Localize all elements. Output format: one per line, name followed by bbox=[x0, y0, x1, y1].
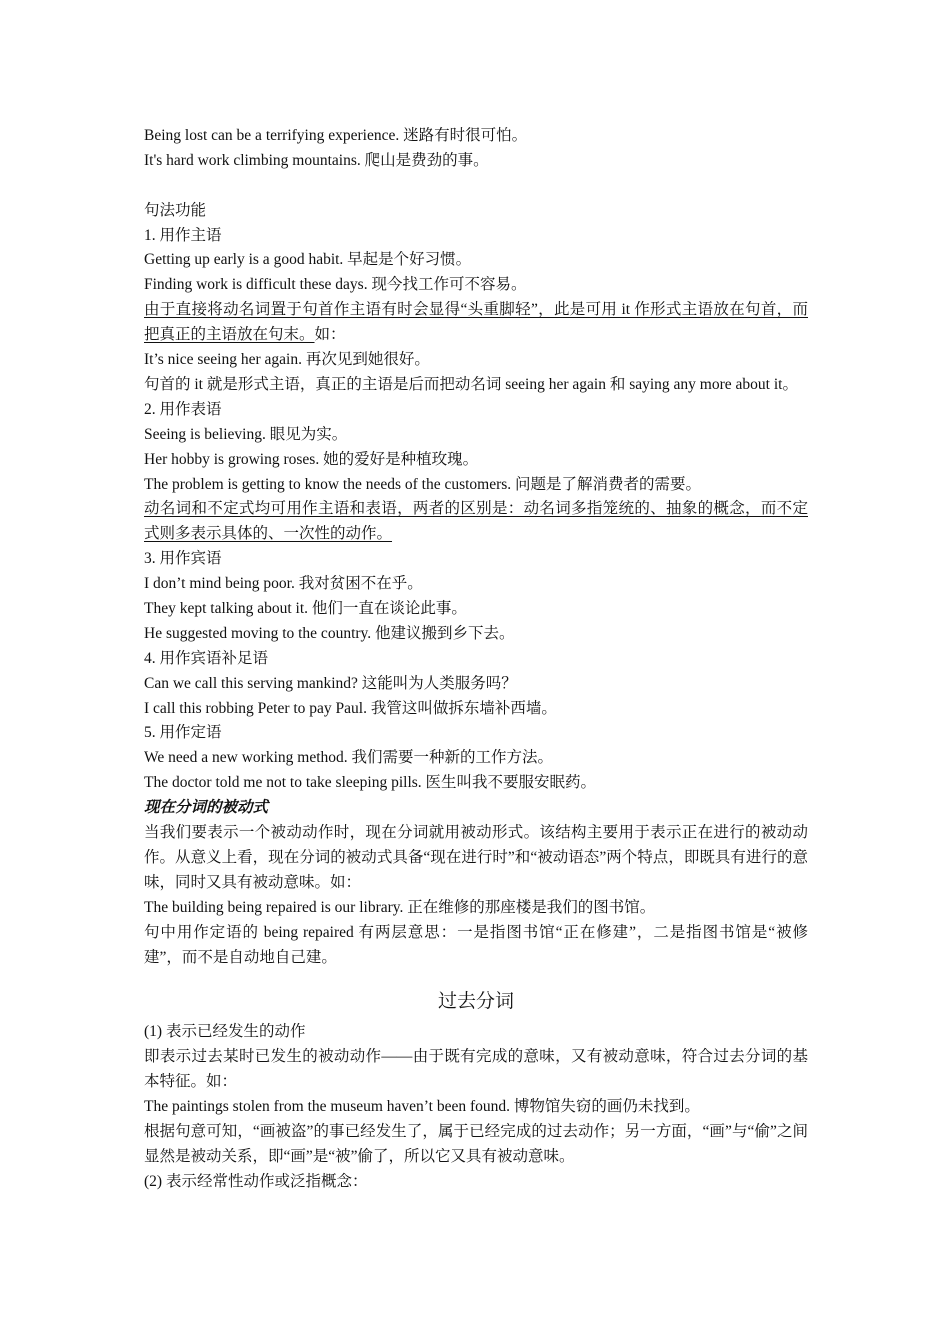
explanation-paragraph: 当我们要表示一个被动动作时，现在分词就用被动形式。该结构主要用于表示正在进行的被动动作。从意义上看，现在分词的被动式具备“现在进行时”和“被动语态”两个特点，即既具有进行的意味，同时又具有被动意味。如： bbox=[144, 824, 808, 891]
subsection-heading: (2) 表示经常性动作或泛指概念： bbox=[144, 1172, 368, 1190]
text-line: Being lost can be a terrifying experience. 迷路有时很可怕。 bbox=[144, 127, 528, 144]
example-sentence: The problem is getting to know the needs of the customers. 问题是了解消费者的需要。 bbox=[144, 475, 702, 493]
text-line: It's hard work climbing mountains. 爬山是费劲的事。 bbox=[144, 151, 489, 169]
example-sentence: They kept talking about it. 他们一直在谈论此事。 bbox=[144, 600, 467, 617]
explanation-paragraph: 句中用作定语的 being repaired 有两层意思：一是指图书馆“正在修建”，二是指图书馆是“被修建”，而不是自动地自己建。 bbox=[144, 923, 808, 966]
note-paragraph bbox=[144, 497, 808, 547]
example-sentence: Her hobby is growing roses. 她的爱好是种植玫瑰。 bbox=[144, 450, 479, 468]
example-sentence: I call this robbing Peter to pay Paul. 我管这叫做拆东墙补西墙。 bbox=[144, 699, 557, 717]
example-sentence: Finding work is difficult these days. 现今找工作可不容易。 bbox=[144, 276, 527, 294]
explanation-paragraph: 句首的 it 就是形式主语，真正的主语是后而把动名词 seeing her again 和 saying any more about it。 bbox=[144, 375, 798, 393]
example-sentence: We need a new working method. 我们需要一种新的工作方法。 bbox=[144, 749, 554, 767]
example-sentence: I don’t mind being poor. 我对贫困不在乎。 bbox=[144, 575, 423, 593]
underlined-note: 由于直接将动名词置于句首作主语有时会显得“头重脚轻”，此是可用 it 作形式主语放在句首，而把真正的主语放在句末。 bbox=[144, 301, 808, 344]
section-title-past-participle: 过去分词 bbox=[437, 991, 514, 1013]
underlined-note: 动名词和不定式均可用作主语和表语，两者的区别是：动名词多指笼统的、抽象的概念，而不定式则多表示具体的、一次性的动作。 bbox=[144, 500, 808, 543]
explanation-paragraph: 根据句意可知，“画被盗”的事已经发生了，属于已经完成的过去动作；另一方面，“画”与“偷”之间显然是被动关系，即“画”是“被”偷了，所以它又具有被动意味。 bbox=[144, 1123, 808, 1165]
document-body bbox=[144, 124, 808, 1195]
example-sentence: Getting up early is a good habit. 早起是个好习惯。 bbox=[144, 251, 472, 269]
subsection-heading: 2. 用作表语 bbox=[144, 400, 222, 418]
subsection-heading: 4. 用作宾语补足语 bbox=[144, 649, 269, 667]
example-sentence: The building being repaired is our library. 正在维修的那座楼是我们的图书馆。 bbox=[144, 898, 656, 916]
blank-line bbox=[144, 174, 808, 199]
section-heading-passive-present-participle: 现在分词的被动式 bbox=[144, 799, 269, 817]
explanation-paragraph: 即表示过去某时已发生的被动动作——由于既有完成的意味，又有被动意味，符合过去分词的基本特征。如： bbox=[144, 1048, 808, 1091]
subsection-heading: 3. 用作宾语 bbox=[144, 550, 222, 568]
example-sentence: The doctor told me not to take sleeping pills. 医生叫我不要服安眠药。 bbox=[144, 774, 597, 792]
note-paragraph bbox=[144, 298, 808, 348]
example-sentence: He suggested moving to the country. 他建议搬到乡下去。 bbox=[144, 624, 515, 642]
subsection-heading: 5. 用作定语 bbox=[144, 724, 222, 742]
note-suffix: 如： bbox=[314, 326, 346, 344]
example-sentence: Can we call this serving mankind? 这能叫为人类服务吗？ bbox=[144, 674, 517, 692]
example-sentence: The paintings stolen from the museum haven’t been found. 博物馆失窃的画仍未找到。 bbox=[144, 1098, 700, 1116]
subsection-heading: (1) 表示已经发生的动作 bbox=[144, 1023, 306, 1041]
example-sentence: Seeing is believing. 眼见为实。 bbox=[144, 425, 348, 443]
subsection-heading: 1. 用作主语 bbox=[144, 226, 222, 244]
example-sentence: It’s nice seeing her again. 再次见到她很好。 bbox=[144, 351, 430, 369]
section-heading: 句法功能 bbox=[144, 201, 207, 219]
